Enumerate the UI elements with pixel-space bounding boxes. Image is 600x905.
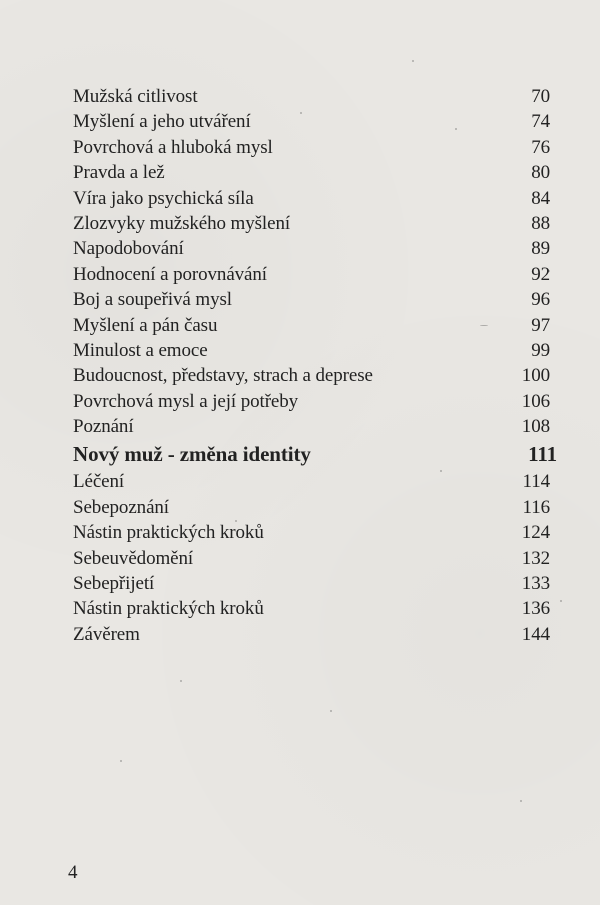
toc-entry-page: 124 xyxy=(521,522,550,544)
toc-entry-title: Hodnocení a porovnávání xyxy=(73,263,267,285)
page-number: 4 xyxy=(68,862,78,883)
toc-entry-page: 133 xyxy=(521,573,550,595)
toc-entry-page: 89 xyxy=(531,238,550,260)
toc-entry-page: 106 xyxy=(521,390,550,412)
toc-entry-page: 116 xyxy=(522,496,550,518)
toc-entry xyxy=(73,160,557,185)
toc-entry xyxy=(73,236,557,261)
toc-entry xyxy=(73,287,557,312)
toc-entry xyxy=(73,186,557,211)
toc-entry-title: Budoucnost, představy, strach a deprese xyxy=(73,365,373,387)
toc-entry-page: 111 xyxy=(528,442,557,467)
toc-entry-title: Napodobování xyxy=(73,238,184,260)
toc-entry-page: 74 xyxy=(531,111,550,133)
toc-entry-page: 96 xyxy=(531,289,550,311)
toc-entry xyxy=(73,135,557,160)
toc-entry-page: 88 xyxy=(531,212,550,234)
toc-entry xyxy=(73,495,557,520)
toc-entry-title: Sebepoznání xyxy=(73,496,169,518)
toc-entry-title: Boj a soupeřivá mysl xyxy=(73,289,232,311)
toc-entry-title: Mužská citlivost xyxy=(73,86,198,107)
toc-entry-title: Nástin praktických kroků xyxy=(73,522,264,544)
toc-entry-page: 80 xyxy=(531,162,550,184)
toc-entry xyxy=(73,338,557,363)
toc-entry-page: 99 xyxy=(531,339,550,361)
toc-entry xyxy=(73,109,557,134)
toc-entry-page: 136 xyxy=(521,598,550,620)
toc-entry xyxy=(73,622,557,647)
toc-entry-page: 84 xyxy=(531,187,550,209)
toc-entry-title: Poznání xyxy=(73,416,134,438)
toc-entry-page: 70 xyxy=(531,86,550,107)
toc-entry-page: 114 xyxy=(522,471,550,493)
toc-entry-page: 108 xyxy=(521,416,550,438)
toc-entry-page: 132 xyxy=(521,547,550,569)
toc-entry xyxy=(73,211,557,236)
toc-entry-title: Sebepřijetí xyxy=(73,573,155,595)
toc-entry-page: 100 xyxy=(521,365,550,387)
toc-entry-title: Nástin praktických kroků xyxy=(73,598,264,620)
toc-entry-title: Léčení xyxy=(73,471,125,493)
toc-entry-title: Zlozvyky mužského myšlení xyxy=(73,212,291,234)
toc-entry xyxy=(73,414,557,439)
toc-entry-title: Sebeuvědomění xyxy=(73,547,194,569)
toc-entry xyxy=(73,84,557,109)
toc-entry xyxy=(73,546,557,571)
toc-entry-title: Povrchová mysl a její potřeby xyxy=(73,390,299,412)
toc-entry-title: Závěrem xyxy=(73,623,140,645)
toc-entry-page: 97 xyxy=(531,314,550,336)
toc-entry-title: Pravda a lež xyxy=(73,162,165,184)
toc-entry xyxy=(73,469,557,494)
toc-entry xyxy=(73,596,557,621)
toc-entry xyxy=(73,262,557,287)
toc-entry-page: 92 xyxy=(531,263,550,285)
toc-entry xyxy=(73,520,557,545)
table-of-contents xyxy=(73,84,557,647)
toc-entry-title: Minulost a emoce xyxy=(73,339,208,361)
toc-entry-page: 76 xyxy=(531,136,550,158)
toc-entry-title: Nový muž - změna identity xyxy=(73,442,311,467)
toc-entry xyxy=(73,389,557,414)
toc-entry-page: 144 xyxy=(521,623,550,645)
toc-entry xyxy=(73,313,557,338)
toc-entry-title: Víra jako psychická síla xyxy=(73,187,254,209)
toc-entry-title: Povrchová a hluboká mysl xyxy=(73,136,273,158)
toc-entry-title: Myšlení a jeho utváření xyxy=(73,111,251,133)
toc-entry xyxy=(73,363,557,388)
toc-section-heading xyxy=(73,439,557,469)
toc-entry-title: Myšlení a pán času xyxy=(73,314,218,336)
toc-entry xyxy=(73,571,557,596)
